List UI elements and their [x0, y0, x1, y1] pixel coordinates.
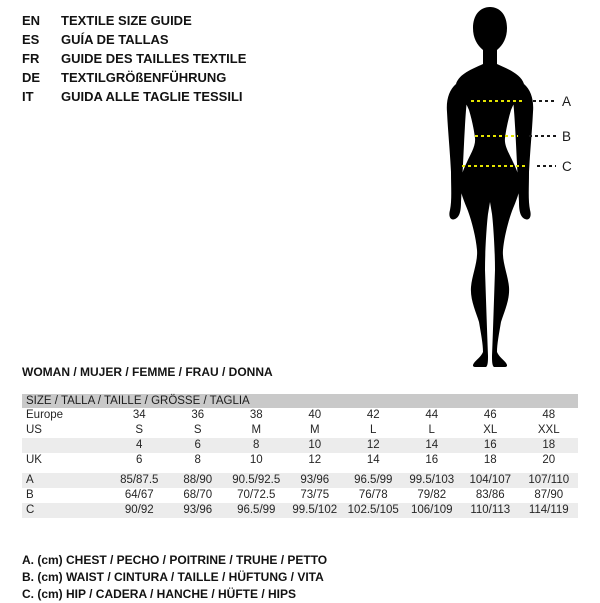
row-label	[22, 438, 110, 453]
table-cell: 14	[366, 454, 380, 466]
table-row-europe	[22, 408, 578, 423]
table-cell: 110/113	[470, 504, 511, 516]
table-cell: 64/67	[124, 489, 154, 501]
table-cell: 12	[308, 454, 322, 466]
row-label: Europe	[26, 409, 64, 421]
row-label: A	[26, 474, 34, 486]
table-cell: XXL	[537, 424, 560, 436]
table-cell: 8	[253, 439, 260, 451]
table-cell: 36	[191, 409, 205, 421]
note-chest: A. (cm) CHEST / PECHO / POITRINE / TRUHE / PETTO	[22, 553, 328, 567]
row-label: C	[26, 504, 35, 516]
table-cell: 38	[249, 409, 263, 421]
language-row	[22, 49, 246, 68]
table-cell: 48	[542, 409, 556, 421]
size-table	[22, 394, 578, 518]
language-title: TEXTILE SIZE GUIDE	[61, 13, 192, 28]
table-cell: 83/86	[475, 489, 505, 501]
table-cell: 76/78	[358, 489, 388, 501]
language-title: GUÍA DE TALLAS	[61, 32, 169, 47]
table-cell: 12	[366, 439, 380, 451]
table-cell: 6	[194, 439, 201, 451]
table-cell: 42	[366, 409, 380, 421]
table-cell: 93/96	[300, 474, 330, 486]
table-row-us-numeric	[22, 438, 578, 453]
table-cell: L	[428, 424, 435, 436]
table-cell: 18	[483, 454, 497, 466]
table-cell: 8	[194, 454, 201, 466]
marker-label-A: A	[562, 94, 572, 109]
table-cell: 46	[483, 409, 497, 421]
table-row-us	[22, 423, 578, 438]
table-cell: 79/82	[417, 489, 447, 501]
table-cell: 40	[308, 409, 322, 421]
table-cell: 114/119	[528, 504, 569, 516]
table-cell: L	[370, 424, 377, 436]
table-cell: 16	[483, 439, 497, 451]
language-code: DE	[22, 70, 41, 85]
table-cell: 99.5/102	[292, 504, 338, 516]
table-row-waist	[22, 488, 578, 503]
language-code: EN	[22, 13, 41, 28]
table-cell: 104/107	[469, 474, 512, 486]
language-code: IT	[22, 89, 34, 104]
language-title: GUIDE DES TAILLES TEXTILE	[61, 51, 247, 66]
table-cell: 93/96	[183, 504, 213, 516]
row-label: US	[26, 424, 42, 436]
table-row-uk	[22, 453, 578, 468]
table-cell: 85/87.5	[120, 474, 159, 486]
note-hip: C. (cm) HIP / CADERA / HANCHE / HÜFTE / HIPS	[22, 587, 297, 601]
language-title: GUIDA ALLE TAGLIE TESSILI	[61, 89, 243, 104]
language-row	[22, 87, 246, 106]
table-cell: 87/90	[534, 489, 564, 501]
table-row-chest	[22, 473, 578, 488]
table-cell: S	[193, 424, 202, 436]
language-row	[22, 68, 246, 87]
row-label: B	[26, 489, 34, 501]
size-table-header: SIZE / TALLA / TAILLE / GRÖSSE / TAGLIA	[22, 394, 578, 408]
table-cell: 90/92	[124, 504, 154, 516]
table-cell: M	[309, 424, 320, 436]
table-cell: 10	[249, 454, 263, 466]
table-cell: 20	[542, 454, 556, 466]
marker-label-B: B	[562, 129, 572, 144]
section-title: WOMAN / MUJER / FEMME / FRAU / DONNA	[22, 365, 273, 379]
measurement-notes	[22, 552, 327, 603]
language-row	[22, 11, 246, 30]
table-cell: 73/75	[300, 489, 330, 501]
table-cell: 14	[425, 439, 439, 451]
table-cell: 68/70	[183, 489, 213, 501]
language-row	[22, 30, 246, 49]
table-cell: 102.5/105	[347, 504, 399, 516]
note-waist: B. (cm) WAIST / CINTURA / TAILLE / HÜFTUNG / VITA	[22, 570, 324, 584]
table-cell: 70/72.5	[237, 489, 276, 501]
table-cell: 6	[136, 454, 143, 466]
language-title: TEXTILGRÖßENFÜHRUNG	[61, 70, 227, 85]
table-cell: 88/90	[183, 474, 213, 486]
table-cell: 107/110	[528, 474, 570, 486]
table-cell: 10	[308, 439, 322, 451]
marker-label-C: C	[562, 159, 572, 174]
table-cell: 4	[136, 439, 143, 451]
table-cell: XL	[483, 424, 498, 436]
table-row-hip	[22, 503, 578, 518]
table-cell: 16	[425, 454, 439, 466]
table-cell: S	[135, 424, 144, 436]
language-code: FR	[22, 51, 40, 66]
size-guide-figure	[420, 0, 600, 380]
table-cell: 96.5/99	[354, 474, 393, 486]
table-cell: 44	[425, 409, 439, 421]
table-cell: 18	[542, 439, 556, 451]
table-cell: 99.5/103	[409, 474, 455, 486]
table-cell: 96.5/99	[237, 504, 276, 516]
table-cell: 34	[132, 409, 146, 421]
woman-silhouette	[456, 7, 524, 367]
language-list	[22, 11, 246, 106]
table-cell: M	[251, 424, 262, 436]
table-cell: 106/109	[410, 504, 453, 516]
language-code: ES	[22, 32, 40, 47]
row-label: UK	[26, 454, 42, 466]
table-cell: 90.5/92.5	[232, 474, 281, 486]
